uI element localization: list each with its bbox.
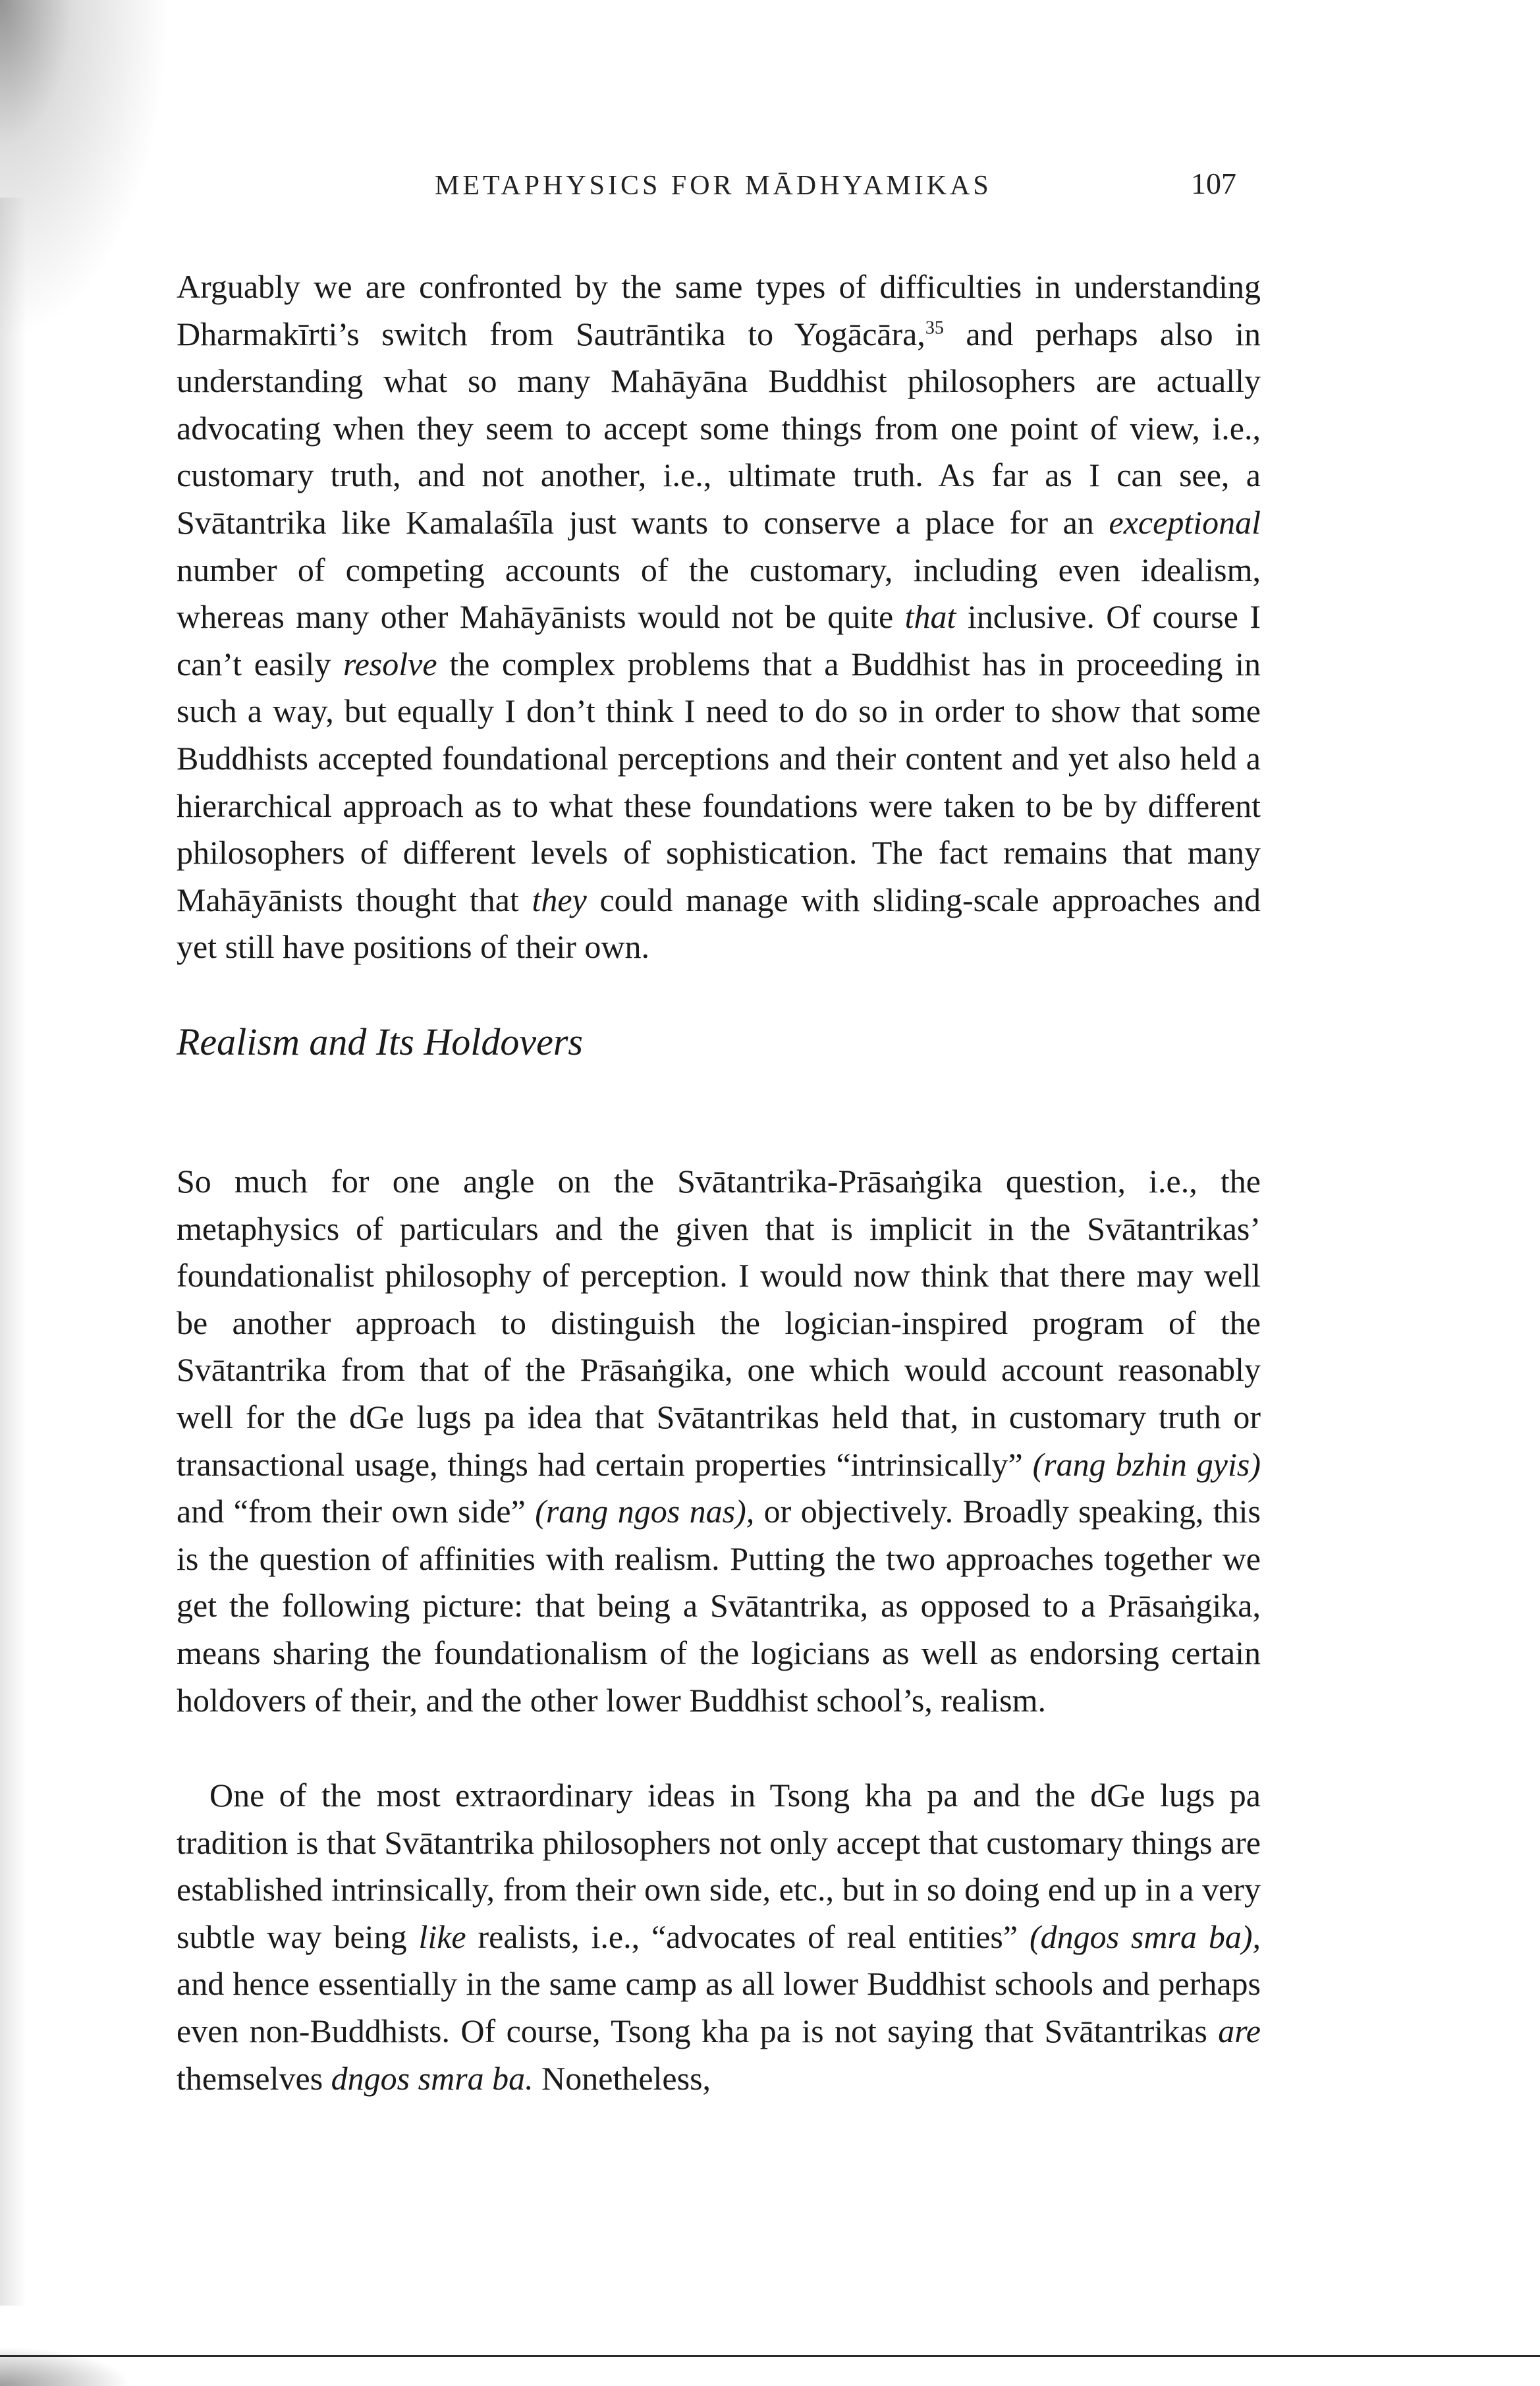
page-number: 107 <box>1191 167 1236 200</box>
running-head: METAPHYSICS FOR MĀDHYAMIKAS <box>435 171 992 201</box>
scan-bottom-edge <box>0 2355 1540 2357</box>
paragraph-2: So much for one angle on the Svātantrika-Prāsaṅgika question, i.e., the metaphysics of particulars and the given that is implicit in the Svātantrikas’ foundationalist philosophy of perception. I would now think that there may well be another approach to distinguish the logician-inspired program of the Svātantrika from that of the Prāsaṅgika, one which would account reasonably well for the dGe lugs pa idea that Svātantrikas held that, in customary truth or transactional usage, things had certain properties “intrinsically” (rang bzhin gyis) and “from their own side” (rang ngos nas), or objectively. Broadly speaking, this is the question of affinities with realism. Putting the two approaches together we get the following picture: that being a Svātantrika, as opposed to a Prāsaṅgika, means sharing the foundationalism of the logicians as well as endorsing certain holdovers of their, and the other lower Buddhist school’s, realism. <box>177 1163 1261 1719</box>
paragraph-1: Arguably we are confronted by the same types of difficulties in understanding Dharmakīrti’s switch from Sautrāntika to Yogācāra,$^{35}$ and perhaps also in understanding what so many Mahāyāna Buddhist philosophers are actually advocating when they seem to accept some things from one point of view, i.e., customary truth, and not another, i.e., ultimate truth. As far as I can see, a Svātantrika like Kamalaśīla just wants to conserve a place for an exceptional number of competing accounts of the customary, including even idealism, whereas many other Mahāyānists would not be quite that inclusive. Of course I can’t easily resolve the complex problems that a Buddhist has in proceeding in such a way, but equally I don’t think I need to do so in order to show that some Buddhists accepted foundational perceptions and their content and yet also held a hierarchical approach as to what these foundations were taken to be by different philosophers of different levels of sophistication. The fact remains that many Mahāyānists thought that they could manage with sliding-scale approaches and yet still have positions of their own. <box>177 268 1261 966</box>
section-heading: Realism and Its Holdovers <box>177 1020 583 1063</box>
scan-shadow-bottom-left <box>0 2346 132 2386</box>
paragraph-3: One of the most extraordinary ideas in Tsong kha pa and the dGe lugs pa tradition is that Svātantrika philosophers not only accept that customary things are established intrinsically, from their own side, etc., but in so doing end up in a very subtle way being like realists, i.e., “advocates of real entities” (dngos smra ba), and hence essentially in the same camp as all lower Buddhist schools and perhaps even non-Buddhists. Of course, Tsong kha pa is not saying that Svātantrikas are themselves dngos smra ba. Nonetheless, <box>177 1777 1261 2097</box>
scan-shadow-left-edge <box>0 198 26 2306</box>
footnote-marker-35[interactable]: 35 <box>925 317 944 338</box>
